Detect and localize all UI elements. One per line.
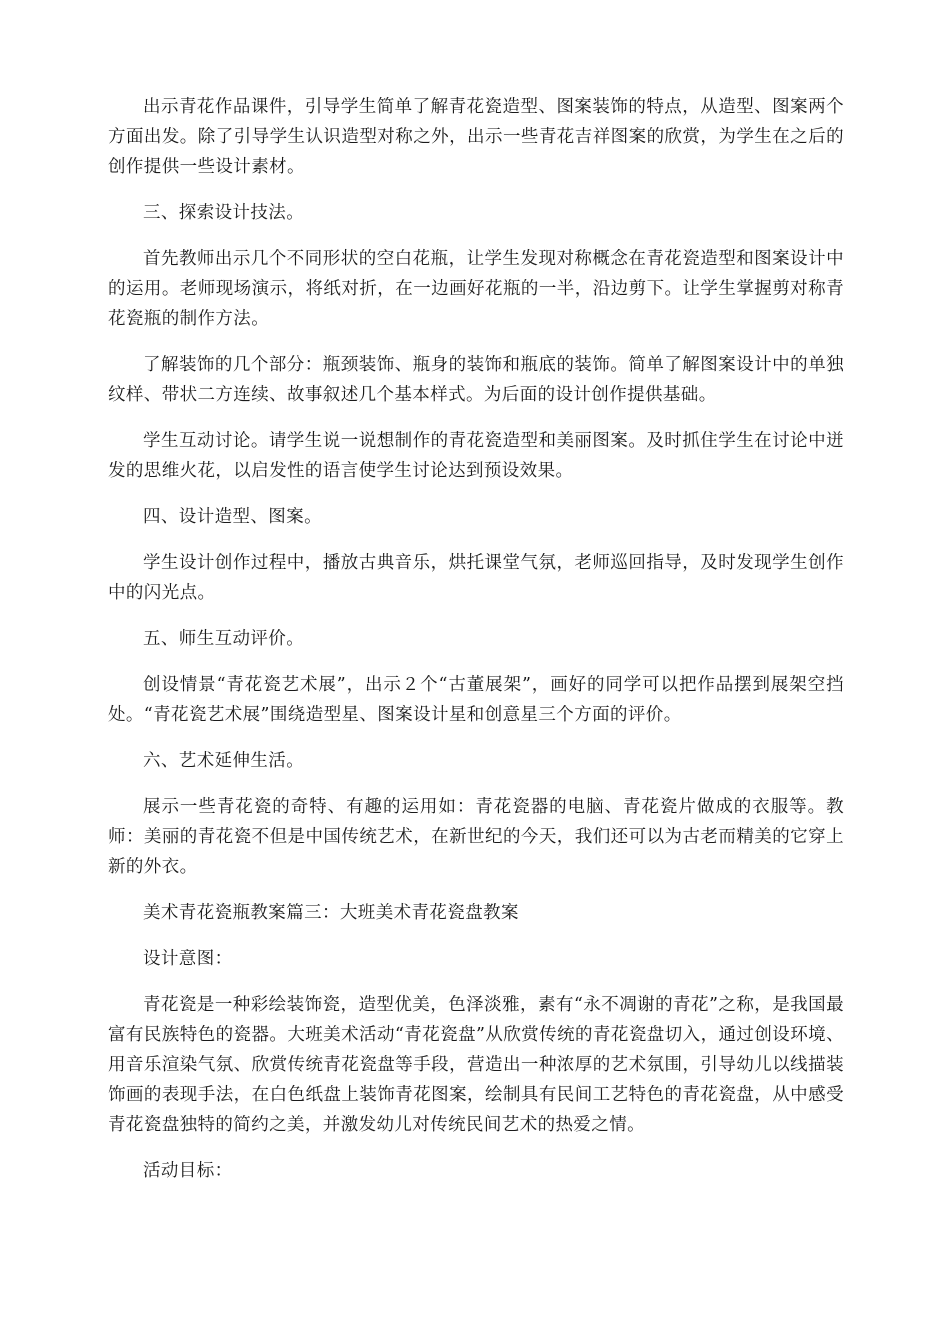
paragraph-evaluation: 创设情景“青花瓷艺术展”，出示２个“古董展架”，画好的同学可以把作品摆到展架空挡处。“青花瓷艺术展”围绕造型星、图案设计星和创意星三个方面的评价。 xyxy=(108,675,844,725)
document-page xyxy=(108,92,844,1202)
paragraph-extension: 展示一些青花瓷的奇特、有趣的运用如：青花瓷器的电脑、青花瓷片做成的衣服等。教师：美丽的青花瓷不但是中国传统艺术，在新世纪的今天，我们还可以为古老而精美的它穿上新的外衣。 xyxy=(108,797,844,877)
paragraph-demo: 首先教师出示几个不同形状的空白花瓶，让学生发现对称概念在青花瓷造型和图案设计中的运用。老师现场演示，将纸对折，在一边画好花瓶的一半，沿边剪下。让学生掌握剪对称青花瓷瓶的制作方法。 xyxy=(108,249,844,329)
article-title-part3: 美术青花瓷瓶教案篇三：大班美术青花瓷盘教案 xyxy=(143,903,519,923)
paragraph-design-intent: 青花瓷是一种彩绘装饰瓷，造型优美，色泽淡雅，素有“永不凋谢的青花”之称，是我国最富有民族特色的瓷器。大班美术活动“青花瓷盘”从欣赏传统的青花瓷盘切入，通过创设环境、用音乐渲染气氛、欣赏传统青花瓷盘等手段，营造出一种浓厚的艺术氛围，引导幼儿以线描装饰画的表现手法，在白色纸盘上装饰青花图案，绘制具有民间工艺特色的青花瓷盘，从中感受青花瓷盘独特的简约之美，并激发幼儿对传统民间艺术的热爱之情。 xyxy=(108,995,844,1135)
design-intent-heading: 设计意图： xyxy=(143,949,233,969)
section-heading-5: 五、师生互动评价。 xyxy=(143,629,305,649)
section-heading-3: 三、探索设计技法。 xyxy=(143,203,305,223)
section-heading-4: 四、设计造型、图案。 xyxy=(143,507,322,527)
activity-goals-heading: 活动目标： xyxy=(143,1161,233,1181)
paragraph-decoration: 了解装饰的几个部分：瓶颈装饰、瓶身的装饰和瓶底的装饰。简单了解图案设计中的单独纹样、带状二方连续、故事叙述几个基本样式。为后面的设计创作提供基础。 xyxy=(108,355,844,405)
section-heading-6: 六、艺术延伸生活。 xyxy=(143,751,305,771)
paragraph-creation: 学生设计创作过程中，播放古典音乐，烘托课堂气氛，老师巡回指导，及时发现学生创作中的闪光点。 xyxy=(108,553,844,603)
paragraph-discussion: 学生互动讨论。请学生说一说想制作的青花瓷造型和美丽图案。及时抓住学生在讨论中迸发的思维火花，以启发性的语言使学生讨论达到预设效果。 xyxy=(108,431,844,481)
paragraph-intro: 出示青花作品课件，引导学生简单了解青花瓷造型、图案装饰的特点，从造型、图案两个方面出发。除了引导学生认识造型对称之外，出示一些青花吉祥图案的欣赏，为学生在之后的创作提供一些设计素材。 xyxy=(108,97,844,177)
